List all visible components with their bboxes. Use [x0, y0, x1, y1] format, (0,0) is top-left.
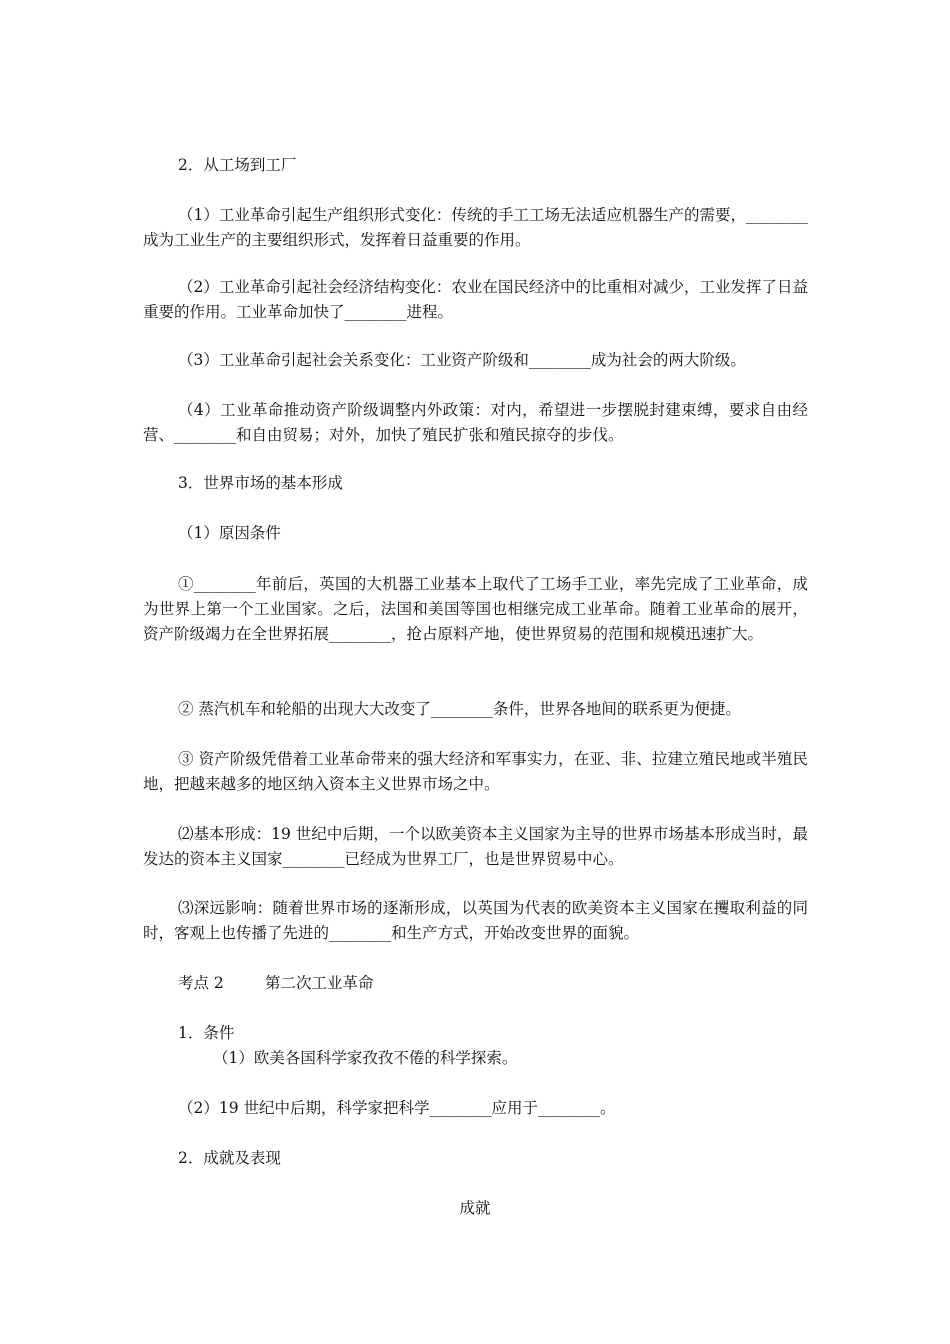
paragraph: （4）工业革命推动资产阶级调整内外政策：对内，希望进一步摆脱封建束缚，要求自由经营、________和自由贸易；对外，加快了殖民扩张和殖民掠夺的步伐。 [143, 401, 808, 444]
section-heading: 2．从工场到工厂 [178, 156, 297, 174]
paragraph: （2）工业革命引起社会经济结构变化：农业在国民经济中的比重相对减少，工业发挥了日益重要的作用。工业革命加快了________进程。 [143, 278, 808, 321]
table-header-cell: 成就 [459, 1199, 491, 1217]
paragraph: ⑵基本形成：19 世纪中后期，一个以欧美资本主义国家为主导的世界市场基本形成当时，最发达的资本主义国家________已经成为世界工厂，也是世界贸易中心。 [143, 825, 808, 868]
paragraph: （1）工业革命引起生产组织形式变化：传统的手工工场无法适应机器生产的需要，________ 成为工业生产的主要组织形式，发挥着日益重要的作用。 [143, 206, 808, 249]
section-heading: 3．世界市场的基本形成 [178, 474, 343, 492]
paragraph: （1）欧美各国科学家孜孜不倦的科学探索。 [213, 1049, 518, 1067]
kaodian-label: 考点 2 [178, 974, 224, 992]
subsection-heading: （1）原因条件 [178, 524, 281, 542]
section-heading: 1．条件 [178, 1024, 235, 1042]
section-heading: 2．成就及表现 [178, 1149, 281, 1167]
paragraph: ③ 资产阶级凭借着工业革命带来的强大经济和军事实力，在亚、非、拉建立殖民地或半殖民地，把越来越多的地区纳入资本主义世界市场之中。 [143, 750, 808, 793]
kaodian-title: 第二次工业革命 [265, 974, 374, 992]
paragraph: （2）19 世纪中后期，科学家把科学________应用于________。 [178, 1099, 616, 1117]
paragraph: ①________年前后，英国的大机器工业基本上取代了工场手工业，率先完成了工业革命，成为世界上第一个工业国家。之后，法国和美国等国也相继完成工业革命。随着工业革命的展开，资产阶级竭力在全世界拓展________，抢占原料产地，使世界贸易的范围和规模迅速扩大。 [143, 575, 808, 643]
paragraph: ② 蒸汽机车和轮船的出现大大改变了________条件，世界各地间的联系更为便捷。 [178, 700, 741, 718]
paragraph: ⑶深远影响：随着世界市场的逐渐形成，以英国为代表的欧美资本主义国家在攫取利益的同时，客观上也传播了先进的________和生产方式，开始改变世界的面貌。 [143, 899, 808, 942]
paragraph: （3）工业革命引起社会关系变化：工业资产阶级和________成为社会的两大阶级。 [178, 351, 746, 369]
